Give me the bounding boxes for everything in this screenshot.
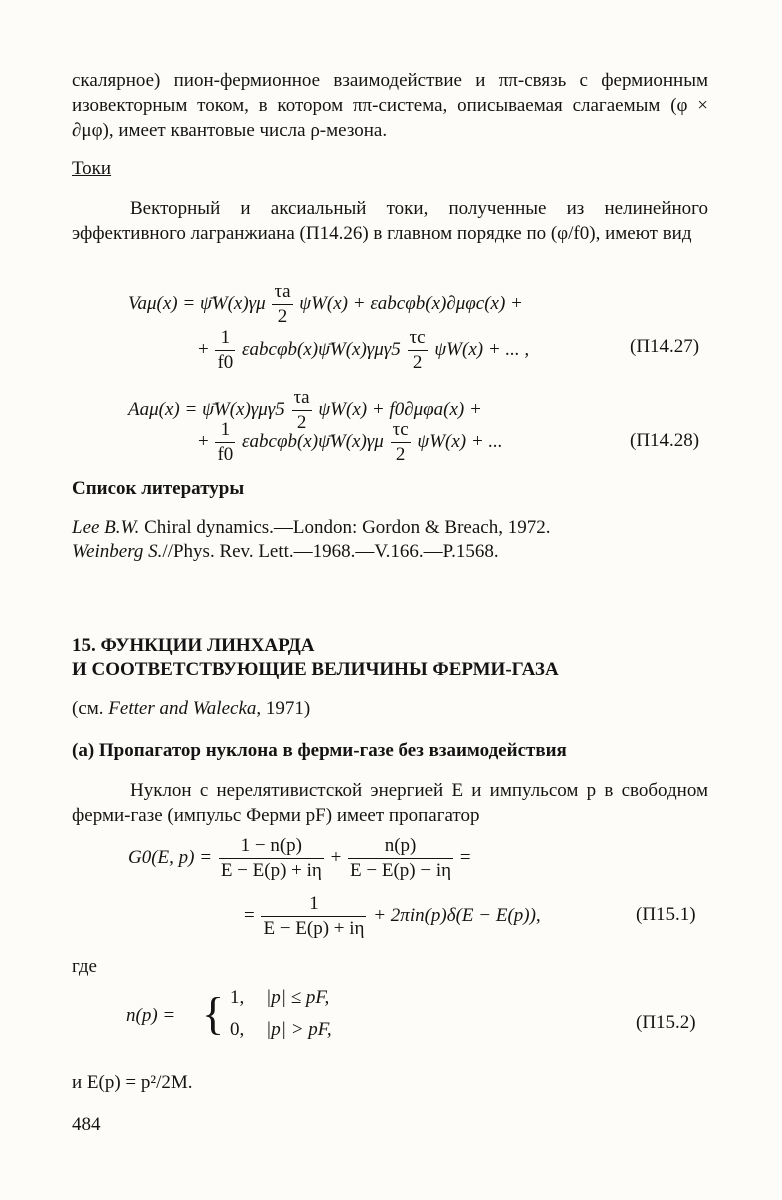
equation-14-28-line1: Aaμ(x) = ψ̄W(x)γμγ5 $\frac{\tau a}{2}$ ψW(x) + f0∂μφa(x) +: [128, 387, 482, 433]
energy-definition: и E(p) = p²/2M.: [72, 1072, 193, 1093]
equation-15-1-line1: G0(E, p) = $\frac{1 - n(p)}{E - E(p) + i\eta}$ + $\frac{n(p)}{E - E(p) - i\eta}$ =: [128, 835, 471, 881]
reference-list: [72, 516, 712, 564]
where-label: где: [72, 956, 97, 977]
section-title: 15. ФУНКЦИИ ЛИНХАРДА И СООТВЕТСТВУЮЩИЕ ВЕЛИЧИНЫ ФЕРМИ-ГАЗА: [72, 635, 559, 680]
reference-item: Weinberg S.//Phys. Rev. Lett.—1968.—V.166.—P.1568.: [72, 541, 499, 562]
equation-14-27-line2: + $\frac{1}{f0}$ εabcφb(x)ψ̄W(x)γμγ5 $\frac{\tau c}{2}$ ψW(x) + ... ,: [198, 327, 530, 373]
equation-number-14-28: (П14.28): [630, 430, 700, 451]
references-heading: Список литературы: [72, 478, 245, 499]
intro-paragraph: скалярное) пион-фермионное взаимодействие и ππ-связь с фермионным изовекторным током, в котором ππ-система, описываемая слагаемым (φ × ∂μφ), имеет квантовые числа ρ-мезона.: [72, 70, 708, 141]
page-number: 484: [72, 1114, 101, 1135]
equation-number-15-1: (П15.1): [636, 904, 696, 925]
equation-number-14-27: (П14.27): [630, 336, 700, 357]
equation-number-15-2: (П15.2): [636, 1012, 696, 1033]
equation-14-28-line2: + $\frac{1}{f0}$ εabcφb(x)ψ̄W(x)γμ $\frac{\tau c}{2}$ ψW(x) + ...: [198, 419, 503, 465]
nucleon-paragraph: Нуклон с нерелятивистской энергией E и импульсом p в свободном ферми-газе (импульс Ферми pF) имеет пропагатор: [72, 780, 708, 826]
left-brace: {: [202, 988, 225, 1039]
currents-heading: Токи: [72, 158, 112, 179]
section-reference: (см. Fetter and Walecka, 1971): [72, 698, 311, 719]
reference-item: Lee B.W. Chiral dynamics.—London: Gordon & Breach, 1972.: [72, 517, 551, 538]
equation-15-1-line2: = $\frac{1}{E - E(p) + i\eta}$ + 2πin(p)δ(E − E(p)),: [244, 893, 541, 939]
currents-paragraph: Векторный и аксиальный токи, полученные из нелинейного эффективного лагранжиана (П14.26) в главном порядке по (φ/f0), имеют вид: [72, 198, 708, 244]
equation-14-27-line1: Vaμ(x) = ψ̄W(x)γμ $\frac{\tau a}{2}$ ψW(x) + εabcφb(x)∂μφc(x) +: [128, 281, 523, 327]
subsection-title: (а) Пропагатор нуклона в ферми-газе без взаимодействия: [72, 740, 567, 761]
